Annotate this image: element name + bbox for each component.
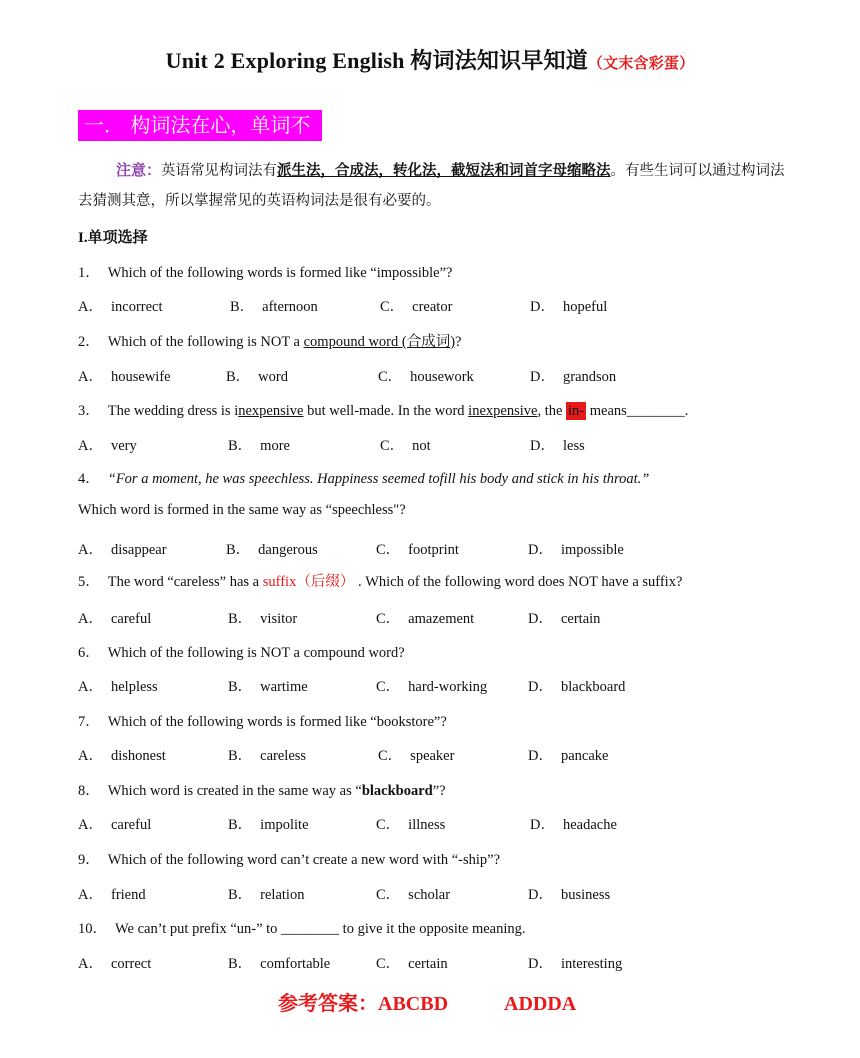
option-a: A． housewife	[78, 369, 171, 385]
option-a: A． dishonest	[78, 748, 166, 764]
option-b: B． comfortable	[228, 956, 331, 972]
question-text: Which of the following words is formed like “impossible”?	[107, 265, 453, 281]
question-1	[78, 261, 452, 282]
options-5	[78, 607, 798, 627]
option-d: D． certain	[528, 611, 601, 627]
option-c: C． illness	[376, 817, 446, 833]
option-a: A． incorrect	[78, 299, 163, 315]
question-6: 6． Which of the following is NOT a compound word?	[78, 645, 405, 661]
options-2	[78, 365, 798, 385]
option-a: A． correct	[78, 956, 152, 972]
option-b: B． relation	[228, 887, 305, 903]
option-c: C． hard-working	[376, 679, 488, 695]
option-c: C． creator	[380, 299, 453, 315]
option-b: B． visitor	[228, 611, 298, 627]
question-8: 8． Which word is created in the same way as “blackboard”?	[78, 783, 446, 799]
highlighted-prefix: in-	[568, 403, 585, 419]
option-a: A． careful	[78, 611, 152, 627]
option-b: B． impolite	[228, 817, 309, 833]
option-d: D． less	[530, 438, 585, 454]
answer-part-1: ABCBD	[378, 993, 449, 1015]
question-4-sub: Which word is formed in the same way as “speechless"?	[78, 502, 406, 518]
options-8	[78, 813, 798, 833]
section-heading: I.单项选择	[78, 230, 148, 246]
answer-key	[278, 987, 576, 1016]
suffix-term: suffix（后缀）	[262, 574, 355, 590]
question-5: 5． The word “careless” has a suffix（后缀） . Which of the following word does NOT have a suffix?	[78, 574, 683, 590]
question-9: 9． Which of the following word can’t create a new word with “-ship”?	[78, 852, 501, 868]
answer-part-2: ADDDA	[504, 993, 577, 1015]
option-d: D． business	[528, 887, 611, 903]
title-main: Unit 2 Exploring English 构词法知识早知道	[165, 48, 588, 73]
quote-text: “For a moment, he was speechless. Happiness seemed tofill his body and stick in his throat.”	[107, 471, 650, 487]
note-methods: 派生法，合成法，转化法，截短法和词首字母缩略法	[277, 163, 611, 179]
page-title	[0, 44, 860, 75]
option-a: A． careful	[78, 817, 152, 833]
question-number: 1．	[78, 265, 100, 281]
note-paragraph	[78, 156, 790, 216]
options-3	[78, 434, 798, 454]
options-6	[78, 675, 798, 695]
note-post: 。有些生词可以通过构词法去猜测其意，所以掌握常见的英语构词法是很有必要的。	[78, 163, 785, 209]
question-3: 3． The wedding dress is inexpensive but well-made. In the word inexpensive, the in- means________.	[78, 403, 689, 419]
option-d: D． impossible	[528, 542, 624, 558]
option-c: C． scholar	[376, 887, 451, 903]
option-d: D． hopeful	[530, 299, 608, 315]
option-c: C． not	[380, 438, 431, 454]
option-b: B． wartime	[228, 679, 308, 695]
option-b: B． careless	[228, 748, 307, 764]
options-9	[78, 883, 798, 903]
option-a: A． helpless	[78, 679, 158, 695]
question-7: 7． Which of the following words is formed like “bookstore”?	[78, 714, 447, 730]
note-pre: 英语常见构词法有	[161, 163, 278, 179]
options-4	[78, 538, 798, 558]
option-a: A． disappear	[78, 542, 167, 558]
option-d: D． grandson	[530, 369, 617, 385]
option-d: D． headache	[530, 817, 617, 833]
note-label: 注意：	[116, 163, 162, 179]
option-d: D． interesting	[528, 956, 623, 972]
question-4: 4． “For a moment, he was speechless. Happiness seemed tofill his body and stick in his throat.”	[78, 471, 650, 487]
option-b: B． more	[228, 438, 290, 454]
question-10: 10． We can’t put prefix “un-” to ________ to give it the opposite meaning.	[78, 921, 526, 937]
option-c: C． housework	[378, 369, 474, 385]
bold-term: blackboard	[361, 783, 433, 799]
title-egg-note: （文末含彩蛋）	[587, 56, 695, 72]
option-a: A． friend	[78, 887, 146, 903]
option-d: D． pancake	[528, 748, 609, 764]
options-10	[78, 952, 798, 972]
option-c: C． certain	[376, 956, 448, 972]
option-c: C． speaker	[378, 748, 455, 764]
option-d: D． blackboard	[528, 679, 626, 695]
option-b: B． afternoon	[230, 299, 318, 315]
option-b: B． word	[226, 369, 288, 385]
compound-word-term: compound word (合成词)	[303, 334, 456, 350]
answer-label: 参考答案：	[278, 993, 378, 1015]
option-c: C． footprint	[376, 542, 459, 558]
option-c: C． amazement	[376, 611, 475, 627]
option-a: A． very	[78, 438, 137, 454]
option-b: B． dangerous	[226, 542, 318, 558]
question-2: 2． Which of the following is NOT a compound word (合成词)?	[78, 334, 462, 350]
options-1	[78, 295, 798, 315]
section-banner: 一． 构词法在心，单词不愁	[78, 110, 322, 141]
options-7	[78, 744, 798, 764]
